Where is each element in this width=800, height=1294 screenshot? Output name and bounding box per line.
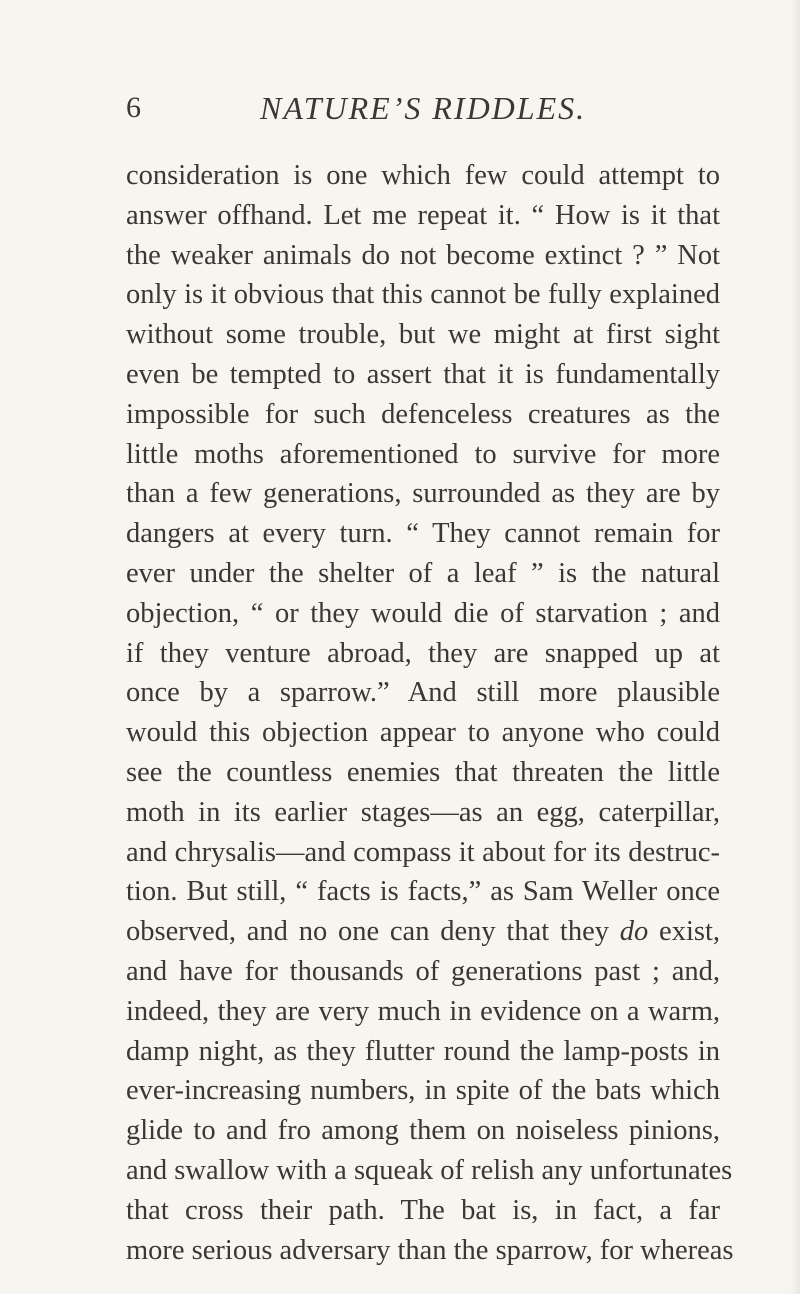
page-number: 6: [126, 91, 141, 124]
text-line: if they venture abroad, they are snapped up at: [126, 637, 720, 669]
text-line: only is it obvious that this cannot be fully explained: [126, 279, 720, 311]
text-segment: observed, and no one can deny that they: [126, 916, 620, 948]
text-line: indeed, they are very much in evidence on a warm,: [126, 995, 720, 1027]
text-line: impossible for such defenceless creatures as the: [126, 398, 720, 430]
body-paragraph: [126, 156, 734, 1270]
text-line: dangers at every turn. “ They cannot remain for: [126, 518, 720, 550]
text-line: that cross their path. The bat is, in fact, a far: [126, 1194, 720, 1226]
text-line: consideration is one which few could attempt to: [126, 160, 720, 191]
text-line: moth in its earlier stages—as an egg, caterpillar,: [126, 796, 720, 828]
text-line: and chrysalis—and compass it about for its destruc-: [126, 836, 720, 868]
text-line: without some trouble, but we might at first sight: [126, 319, 720, 351]
page-header: [126, 86, 720, 130]
text-line: than a few generations, surrounded as they are by: [126, 478, 720, 510]
text-line: ever under the shelter of a leaf ” is the natural: [126, 557, 720, 589]
text-line: ever-increasing numbers, in spite of the bats which: [126, 1075, 720, 1107]
text-line: would this objection appear to anyone who could: [126, 717, 720, 749]
text-line: little moths aforementioned to survive for more: [126, 438, 720, 470]
text-line: and have for thousands of generations past ; and,: [126, 955, 720, 987]
text-line: objection, “ or they would die of starvation ; and: [126, 597, 720, 629]
text-line: tion. But still, “ facts is facts,” as Sam Weller once: [126, 876, 720, 908]
text-line: even be tempted to assert that it is fundamentally: [126, 358, 720, 390]
page-edge-shadow: [790, 0, 800, 1294]
text-segment: exist,: [648, 916, 721, 948]
text-line: damp night, as they flutter round the lamp-posts in: [126, 1035, 720, 1067]
text-line: see the countless enemies that threaten the little: [126, 756, 720, 788]
text-line-with-italic: [126, 912, 720, 952]
text-line: the weaker animals do not become extinct ? ” Not: [126, 239, 720, 271]
italic-word: do: [619, 916, 649, 948]
text-line: glide to and fro among them on noiseless pinions,: [126, 1115, 720, 1147]
text-line: answer offhand. Let me repeat it. “ How is it that: [126, 199, 720, 231]
text-line: once by a sparrow.” And still more plausible: [126, 677, 720, 709]
text-line: more serious adversary than the sparrow, for whereas: [126, 1234, 734, 1266]
text-line: and swallow with a squeak of relish any unfortunates: [126, 1154, 733, 1186]
running-title: NATURE’S RIDDLES.: [260, 90, 587, 126]
